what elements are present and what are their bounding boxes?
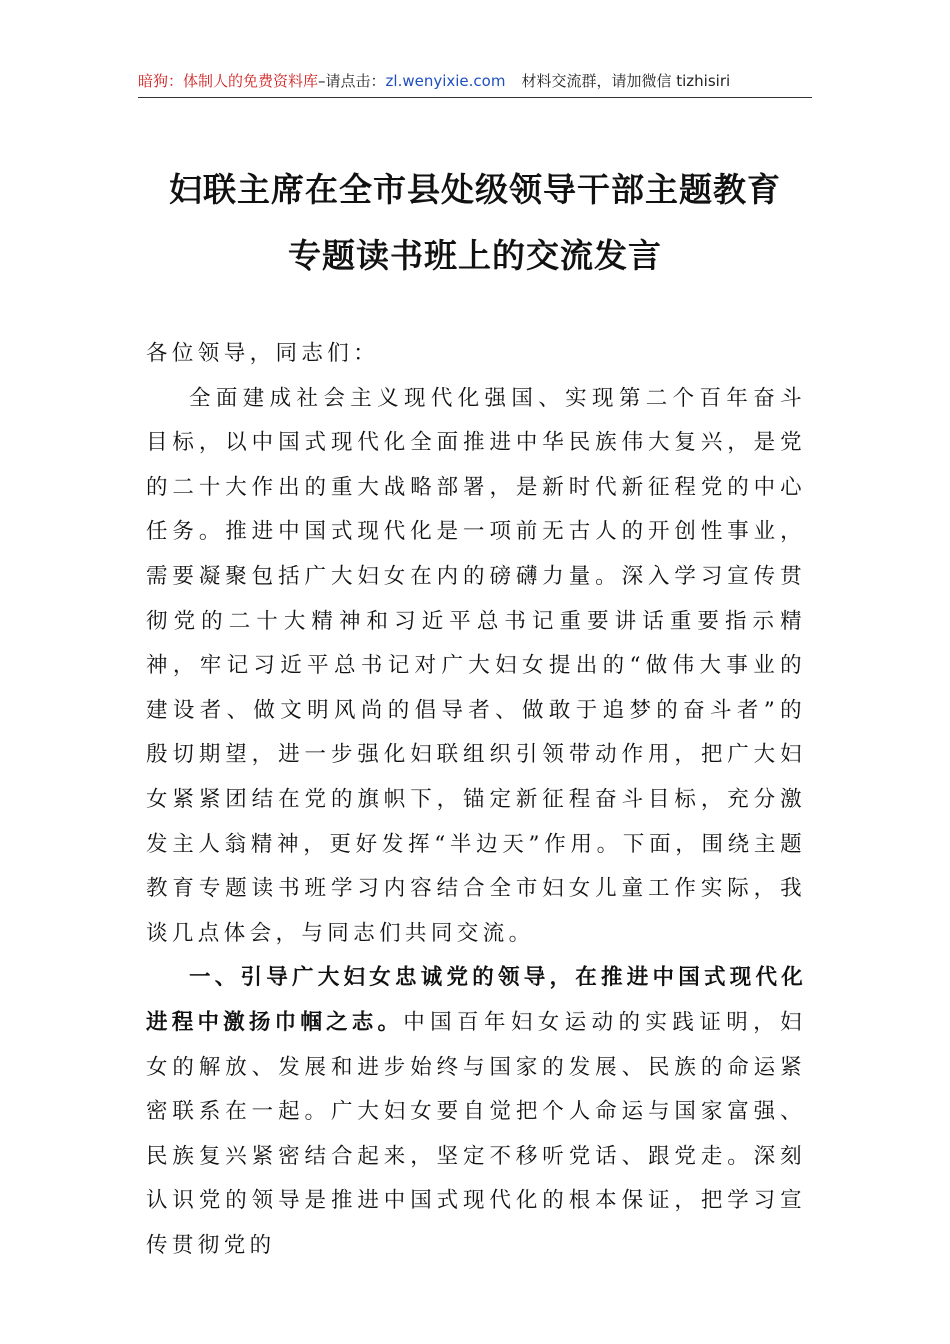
intro-paragraph: 全面建成社会主义现代化强国、实现第二个百年奋斗目标，以中国式现代化全面推进中华民族伟大复兴，是党的二十大作出的重大战略部署，是新时代新征程党的中心任务。推进中国式现代化是一项前无古人的开创性事业，需要凝聚包括广大妇女在内的磅礴力量。深入学习宣传贯彻党的二十大精神和习近平总书记重要讲话重要指示精神，牢记习近平总书记对广大妇女提出的“做伟大事业的建设者、做文明风尚的倡导者、做敢于追梦的奋斗者”的殷切期望，进一步强化妇联组织引领带动作用，把广大妇女紧紧团结在党的旗帜下，锚定新征程奋斗目标，充分激发主人翁精神，更好发挥“半边天”作用。下面，围绕主题教育专题读书班学习内容结合全市妇女儿童工作实际，我谈几点体会，与同志们共同交流。 bbox=[146, 385, 806, 946]
header-brand: 暗狗：体制人的免费资料库 bbox=[138, 72, 319, 90]
header-divider bbox=[138, 97, 812, 98]
document-title-line2: 专题读书班上的交流发言 bbox=[288, 236, 662, 275]
header-group-note: 材料交流群，请加微信 tizhisiri bbox=[521, 72, 731, 90]
header-banner bbox=[138, 66, 812, 96]
section1-paragraph bbox=[146, 956, 806, 1268]
header-site-link[interactable]: zl.wenyixie.com bbox=[385, 72, 506, 90]
header-click-prompt: –请点击： bbox=[318, 72, 386, 90]
document-title-line1: 妇联主席在全市县处级领导干部主题教育 bbox=[169, 170, 781, 209]
document-body bbox=[146, 332, 806, 1268]
section1-text: 中国百年妇女运动的实践证明，妇女的解放、发展和进步始终与国家的发展、民族的命运紧密联系在一起。广大妇女要自觉把个人命运与国家富强、民族复兴紧密结合起来，坚定不移听党话、跟党走。深刻认识党的领导是推进中国式现代化的根本保证，把学习宣传贯彻党的 bbox=[146, 1009, 806, 1258]
section1-heading: 一、引导广大妇女忠诚党的领导，在推进中国式现代化进程中激扬巾帼之志。 bbox=[146, 965, 806, 1035]
salutation: 各位领导，同志们： bbox=[146, 341, 380, 366]
